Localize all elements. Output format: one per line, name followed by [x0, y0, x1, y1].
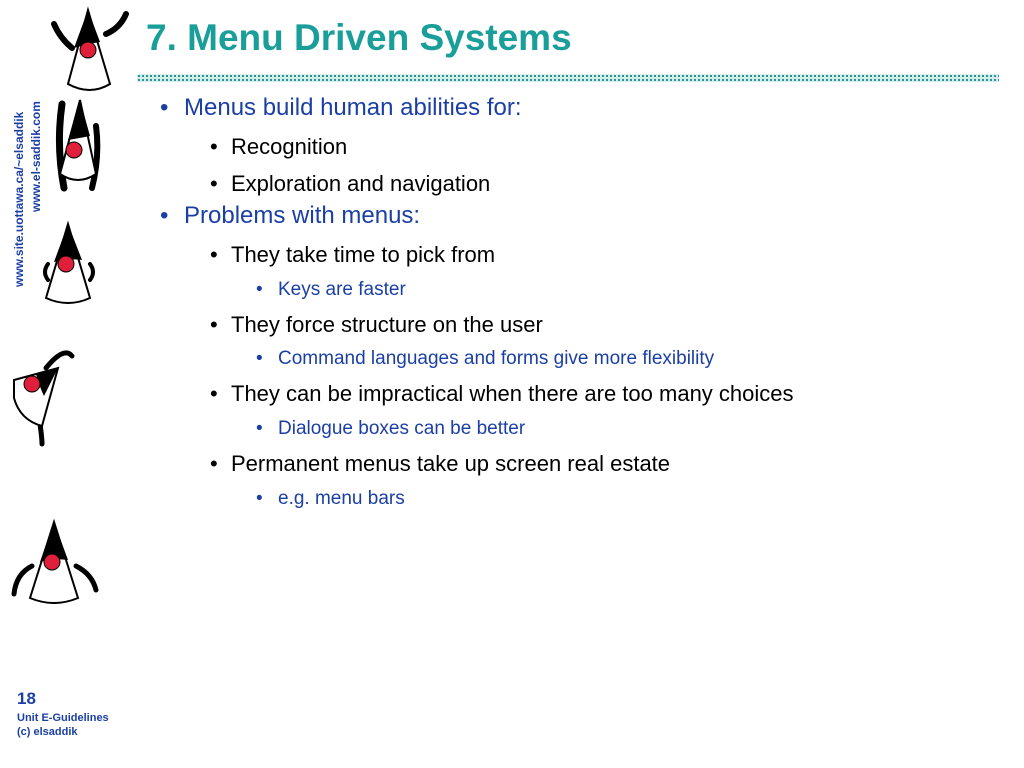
list-item-text: Dialogue boxes can be better: [278, 418, 526, 439]
bullet-dot: •: [210, 381, 218, 406]
side-url-uottawa: www.site.uottawa.ca/~elsaddik: [12, 111, 26, 287]
footer-unit: Unit E-Guidelines: [17, 712, 109, 724]
page-number: 18: [17, 689, 36, 708]
bullet-dot: •: [256, 418, 263, 439]
list-item-text: They can be impractical when there are too many choices: [231, 381, 794, 406]
bullet-dot: •: [256, 279, 263, 300]
list-item-text: Problems with menus:: [184, 202, 421, 229]
bullet-dot: •: [210, 242, 218, 267]
bullet-dot: •: [160, 94, 169, 121]
list-item-text: They force structure on the user: [231, 312, 543, 337]
list-item-text: Recognition: [231, 134, 348, 159]
list-item-text: They take time to pick from: [231, 242, 496, 267]
bullet-dot: •: [256, 488, 263, 509]
duke-mascot-icon: [8, 518, 102, 604]
side-url-elsaddik: www.el-saddik.com: [29, 101, 43, 212]
bullet-dot: •: [210, 171, 218, 196]
duke-mascot-icon: [44, 4, 136, 96]
list-item-text: Keys are faster: [278, 279, 406, 300]
bullet-dot: •: [256, 348, 263, 369]
duke-mascot-icon: [38, 220, 100, 308]
bullet-dot: •: [210, 451, 218, 476]
list-item-text: e.g. menu bars: [278, 488, 405, 509]
footer-copyright: (c) elsaddik: [17, 726, 78, 738]
bullet-dot: •: [210, 312, 218, 337]
duke-mascot-icon: [50, 96, 106, 192]
duke-mascot-icon: [6, 344, 76, 448]
list-item-text: Menus build human abilities for:: [184, 94, 522, 121]
title-divider: [137, 74, 999, 82]
slide-title: 7. Menu Driven Systems: [146, 17, 572, 58]
list-item-text: Permanent menus take up screen real estate: [231, 451, 671, 476]
list-item-text: Exploration and navigation: [231, 171, 491, 196]
bullet-dot: •: [210, 134, 218, 159]
bullet-dot: •: [160, 202, 169, 229]
list-item-text: Command languages and forms give more flexibility: [278, 348, 715, 369]
